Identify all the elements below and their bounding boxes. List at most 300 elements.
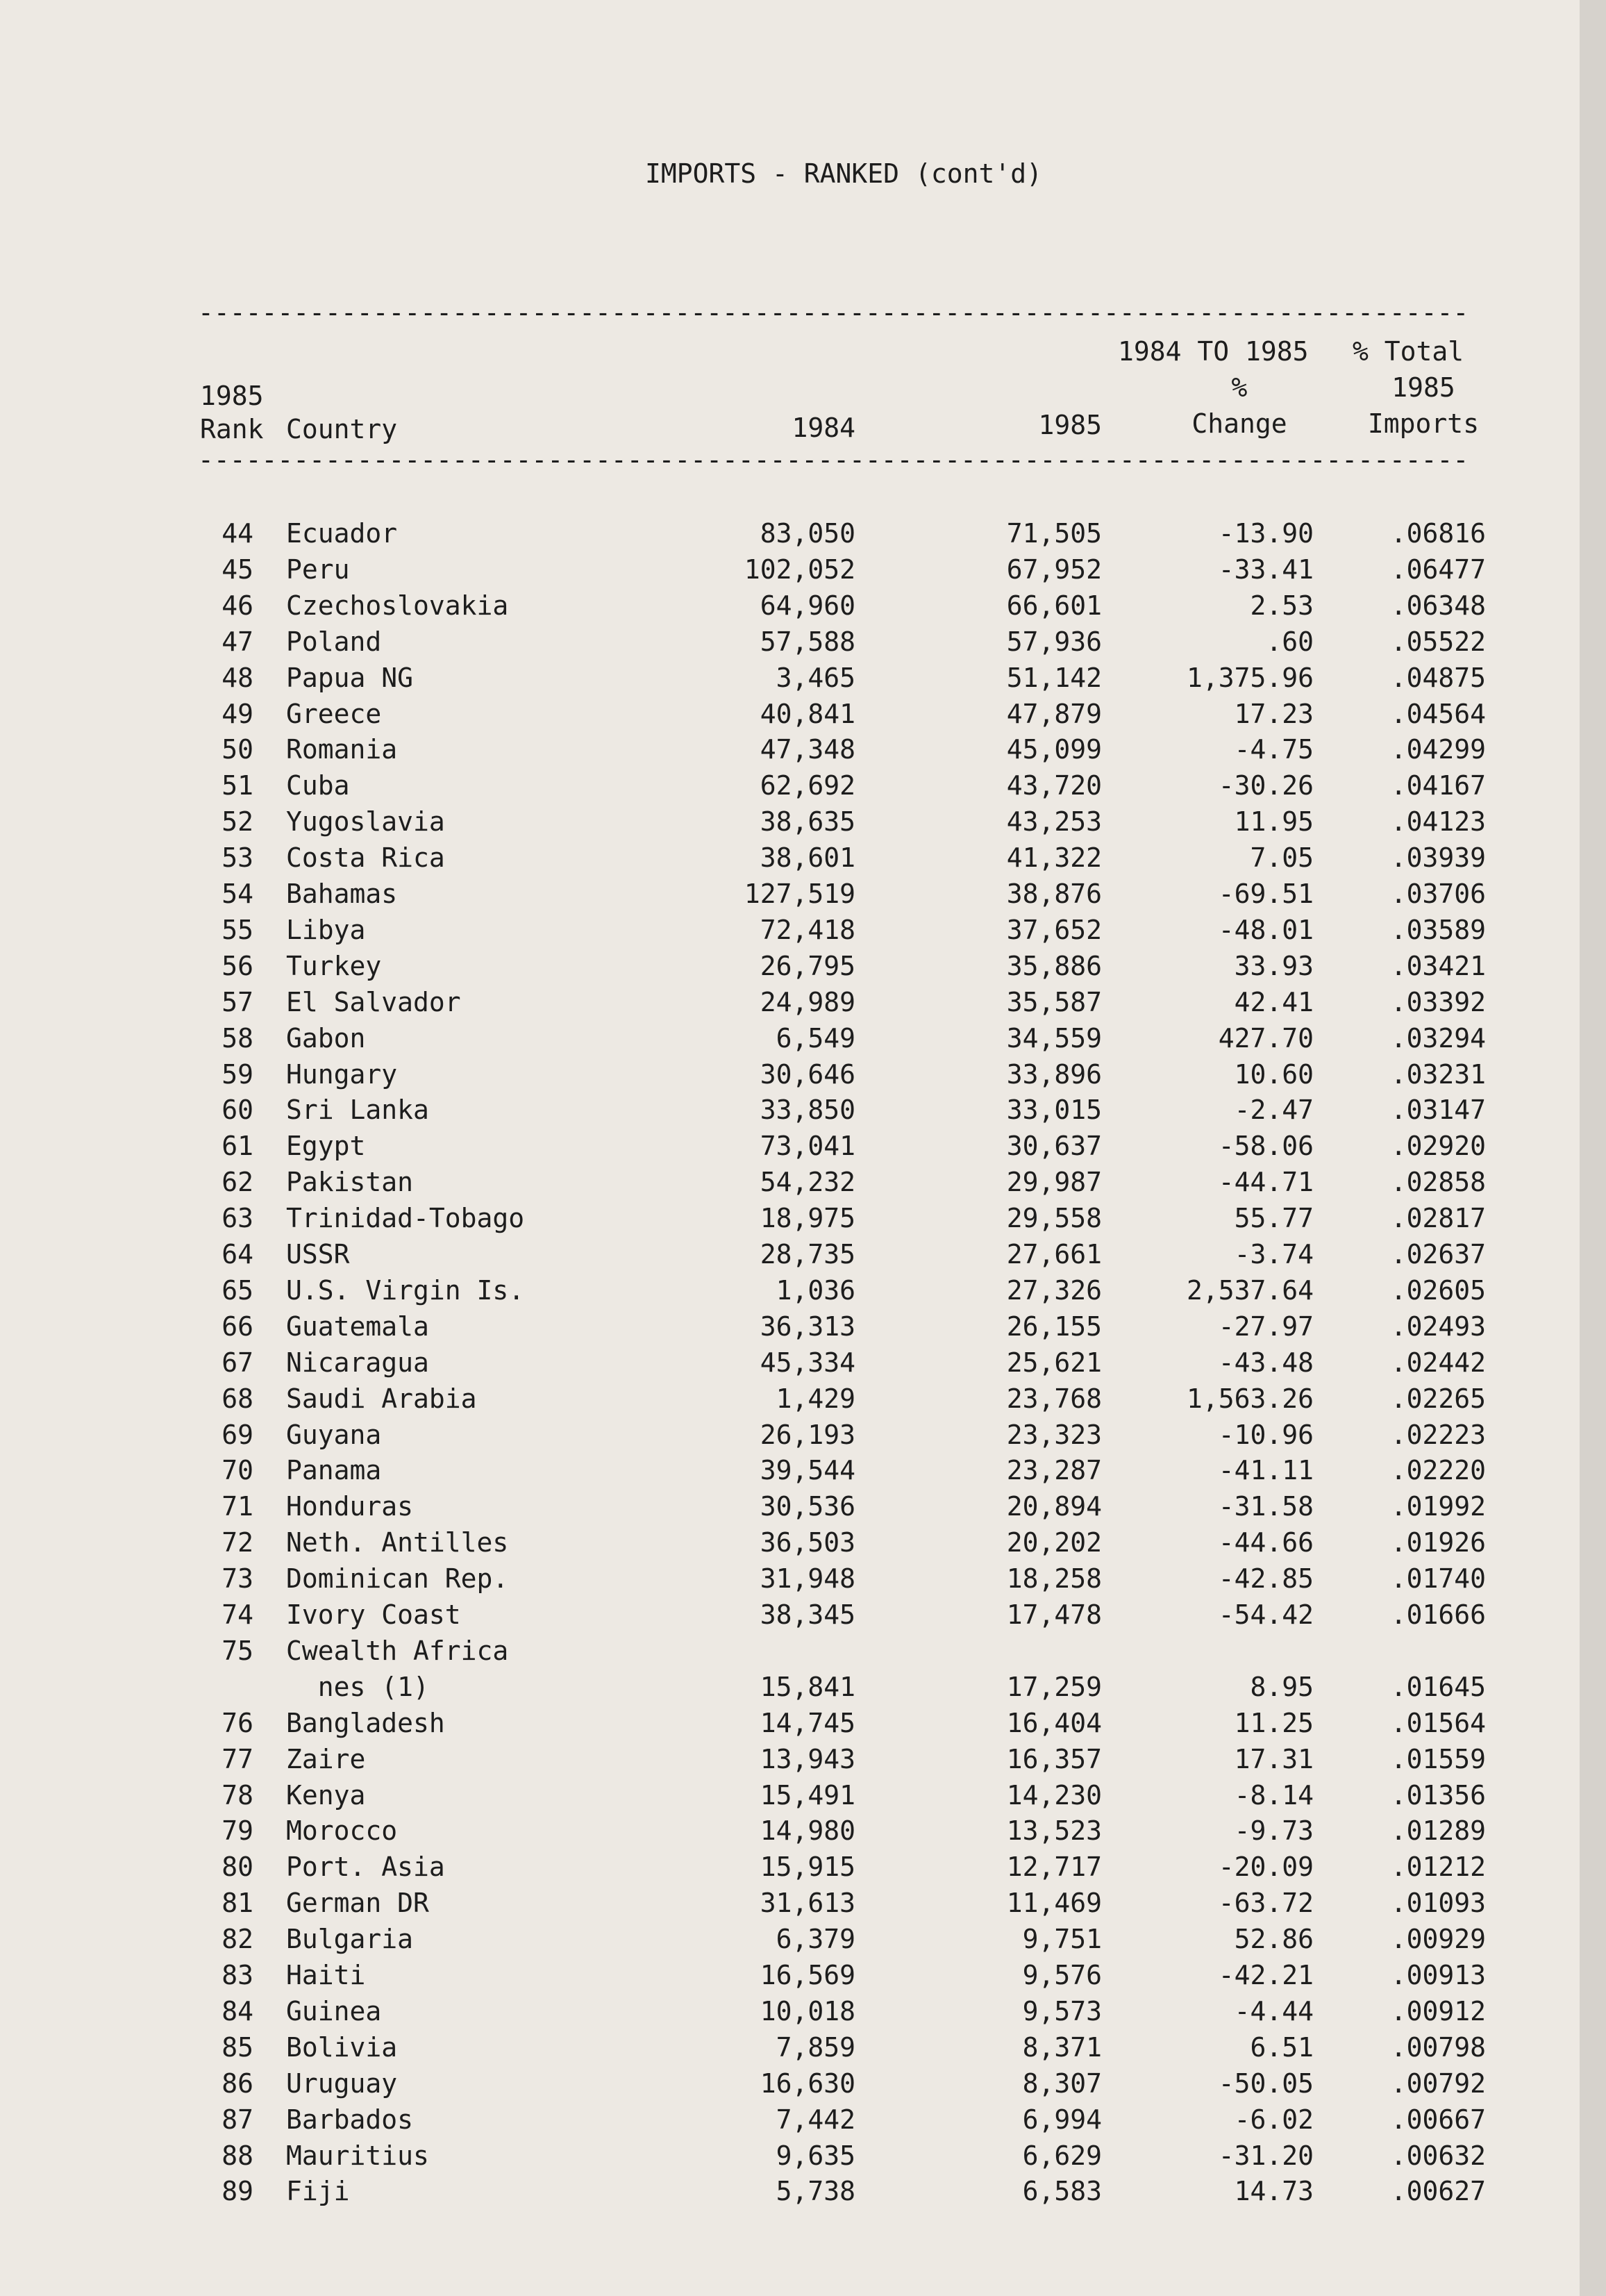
cell-1985: 18,258 xyxy=(1006,1563,1102,1595)
cell-rank: 65 xyxy=(221,1274,253,1306)
cell-change: -31.58 xyxy=(1218,1491,1314,1522)
table-row xyxy=(0,879,1606,915)
cell-total: .02817 xyxy=(1390,1203,1486,1234)
cell-country: Zaire xyxy=(286,1743,366,1774)
cell-total: .01992 xyxy=(1390,1491,1486,1522)
cell-change: 7.05 xyxy=(1250,842,1314,874)
cell-total: .06477 xyxy=(1390,554,1486,585)
cell-country: USSR xyxy=(286,1239,350,1270)
cell-1984: 10,018 xyxy=(760,1995,855,2027)
table-row xyxy=(0,1491,1606,1527)
cell-1985: 71,505 xyxy=(1006,518,1102,549)
table-row xyxy=(0,1455,1606,1491)
cell-1985: 37,652 xyxy=(1006,914,1102,945)
cell-1984: 16,569 xyxy=(760,1960,855,1990)
cell-1984: 3,465 xyxy=(776,662,855,693)
cell-rank: 82 xyxy=(221,1924,253,1955)
cell-change: -31.20 xyxy=(1218,2140,1314,2171)
table-row xyxy=(0,1311,1606,1347)
cell-total: .03706 xyxy=(1390,879,1486,909)
cell-total: .01559 xyxy=(1390,1743,1486,1774)
cell-1984: 127,519 xyxy=(744,879,855,909)
header-pct-sign: % xyxy=(1231,372,1248,403)
cell-country: Haiti xyxy=(286,1960,366,1990)
cell-total: .05522 xyxy=(1390,626,1486,657)
cell-1985: 23,323 xyxy=(1006,1419,1102,1450)
cell-country: Sri Lanka xyxy=(286,1095,429,1126)
cell-country: Nicaragua xyxy=(286,1347,429,1378)
cell-1985: 16,357 xyxy=(1006,1743,1102,1774)
cell-total: .01645 xyxy=(1390,1671,1486,1702)
cell-change: -48.01 xyxy=(1218,914,1314,945)
cell-total: .02858 xyxy=(1390,1167,1486,1198)
cell-1985: 17,259 xyxy=(1006,1671,1102,1702)
cell-rank: 81 xyxy=(221,1888,253,1919)
cell-country: Libya xyxy=(286,914,366,945)
cell-1985: 34,559 xyxy=(1006,1022,1102,1054)
cell-change: 33.93 xyxy=(1234,950,1314,981)
table-row xyxy=(0,915,1606,951)
cell-country: Fiji xyxy=(286,2176,350,2207)
cell-rank: 77 xyxy=(221,1743,253,1774)
cell-country: Guyana xyxy=(286,1419,382,1450)
cell-1985: 67,952 xyxy=(1006,554,1102,585)
cell-1985: 27,661 xyxy=(1006,1239,1102,1270)
cell-rank: 76 xyxy=(221,1707,253,1738)
cell-rank: 78 xyxy=(221,1779,253,1811)
cell-rank: 63 xyxy=(221,1203,253,1234)
table-row xyxy=(0,1347,1606,1383)
table-row xyxy=(0,2140,1606,2177)
cell-1984: 38,345 xyxy=(760,1599,855,1630)
table-row xyxy=(0,734,1606,770)
cell-1984: 33,850 xyxy=(760,1095,855,1126)
table-row xyxy=(0,1023,1606,1059)
cell-change: 17.23 xyxy=(1234,698,1314,729)
cell-change: 42.41 xyxy=(1234,986,1314,1017)
cell-1985: 33,015 xyxy=(1006,1095,1102,1126)
cell-1985: 66,601 xyxy=(1006,590,1102,621)
cell-rank: 46 xyxy=(221,590,253,621)
cell-total: .06816 xyxy=(1390,518,1486,549)
cell-change: -58.06 xyxy=(1218,1131,1314,1162)
table-row xyxy=(0,1924,1606,1960)
cell-total: .02493 xyxy=(1390,1311,1486,1342)
cell-total: .01356 xyxy=(1390,1779,1486,1811)
cell-1984: 54,232 xyxy=(760,1167,855,1198)
cell-1984: 62,692 xyxy=(760,770,855,801)
cell-1985: 25,621 xyxy=(1006,1347,1102,1378)
cell-total: .03392 xyxy=(1390,986,1486,1017)
cell-total: .00792 xyxy=(1390,2068,1486,2099)
cell-1984: 36,503 xyxy=(760,1527,855,1558)
cell-country: Bulgaria xyxy=(286,1924,414,1955)
cell-1984: 73,041 xyxy=(760,1131,855,1162)
table-row xyxy=(0,1744,1606,1780)
cell-total: .04564 xyxy=(1390,698,1486,729)
cell-country: Costa Rica xyxy=(286,842,445,874)
cell-total: .06348 xyxy=(1390,590,1486,621)
cell-1984: 15,491 xyxy=(760,1779,855,1811)
cell-change: -6.02 xyxy=(1234,2104,1314,2135)
cell-total: .02442 xyxy=(1390,1347,1486,1378)
header-total-year: 1985 xyxy=(1391,372,1455,403)
table-row xyxy=(0,1672,1606,1708)
cell-country: Kenya xyxy=(286,1779,366,1811)
cell-1985: 20,894 xyxy=(1006,1491,1102,1522)
cell-country: Egypt xyxy=(286,1131,366,1162)
cell-country: Greece xyxy=(286,698,382,729)
cell-1984: 5,738 xyxy=(776,2176,855,2207)
cell-country: German DR xyxy=(286,1888,429,1919)
table-row xyxy=(0,1888,1606,1924)
cell-rank: 84 xyxy=(221,1995,253,2027)
cell-1984: 36,313 xyxy=(760,1311,855,1342)
header-rule: -------------------------------------------------------------------------------- xyxy=(198,446,1469,474)
cell-country: Peru xyxy=(286,554,350,585)
cell-1985: 8,307 xyxy=(1022,2068,1102,2099)
table-row xyxy=(0,1636,1606,1672)
cell-change: -42.21 xyxy=(1218,1960,1314,1990)
cell-total: .03294 xyxy=(1390,1022,1486,1054)
cell-rank: 83 xyxy=(221,1960,253,1990)
cell-country: Hungary xyxy=(286,1058,398,1090)
cell-change: -2.47 xyxy=(1234,1095,1314,1126)
cell-country: Ivory Coast xyxy=(286,1599,461,1630)
cell-change: -10.96 xyxy=(1218,1419,1314,1450)
cell-change: -13.90 xyxy=(1218,518,1314,549)
cell-change: -20.09 xyxy=(1218,1852,1314,1883)
cell-change: 1,375.96 xyxy=(1186,662,1314,693)
cell-1985: 23,768 xyxy=(1006,1383,1102,1414)
cell-total: .00627 xyxy=(1390,2176,1486,2207)
page-title: IMPORTS - RANKED (cont'd) xyxy=(645,158,1042,189)
cell-country: Neth. Antilles xyxy=(286,1527,509,1558)
cell-country: Gabon xyxy=(286,1022,366,1054)
cell-1985: 6,583 xyxy=(1022,2176,1102,2207)
table-row xyxy=(0,1383,1606,1420)
cell-rank: 80 xyxy=(221,1852,253,1883)
cell-rank: 54 xyxy=(221,879,253,909)
cell-country: Trinidad-Tobago xyxy=(286,1203,525,1234)
cell-country: Guatemala xyxy=(286,1311,429,1342)
cell-1985: 6,994 xyxy=(1022,2104,1102,2135)
cell-rank: 86 xyxy=(221,2068,253,2099)
cell-change: -33.41 xyxy=(1218,554,1314,585)
cell-total: .00912 xyxy=(1390,1995,1486,2027)
table-row xyxy=(0,1131,1606,1167)
cell-change: -42.85 xyxy=(1218,1563,1314,1595)
cell-change: -4.44 xyxy=(1234,1995,1314,2027)
table-row xyxy=(0,1527,1606,1563)
cell-1985: 23,287 xyxy=(1006,1455,1102,1486)
cell-rank: 74 xyxy=(221,1599,253,1630)
cell-country: U.S. Virgin Is. xyxy=(286,1274,525,1306)
header-1985: 1985 xyxy=(1038,410,1102,440)
cell-1985: 43,253 xyxy=(1006,806,1102,838)
cell-1985: 41,322 xyxy=(1006,842,1102,874)
cell-1985: 12,717 xyxy=(1006,1852,1102,1883)
cell-total: .00667 xyxy=(1390,2104,1486,2135)
cell-change: 1,563.26 xyxy=(1186,1383,1314,1414)
cell-rank: 45 xyxy=(221,554,253,585)
cell-1984: 31,948 xyxy=(760,1563,855,1595)
cell-change: -63.72 xyxy=(1218,1888,1314,1919)
table-row xyxy=(0,1059,1606,1095)
cell-1984: 1,036 xyxy=(776,1274,855,1306)
table-row xyxy=(0,590,1606,626)
cell-1984: 7,442 xyxy=(776,2104,855,2135)
cell-country: Bahamas xyxy=(286,879,398,909)
cell-country: Saudi Arabia xyxy=(286,1383,477,1414)
cell-1985: 16,404 xyxy=(1006,1707,1102,1738)
table-row xyxy=(0,1852,1606,1888)
cell-rank: 70 xyxy=(221,1455,253,1486)
header-rank: Rank xyxy=(200,414,264,444)
table-row xyxy=(0,1167,1606,1203)
cell-1985: 26,155 xyxy=(1006,1311,1102,1342)
cell-rank: 47 xyxy=(221,626,253,657)
table-row xyxy=(0,518,1606,554)
cell-change: -4.75 xyxy=(1234,734,1314,765)
cell-rank: 60 xyxy=(221,1095,253,1126)
cell-1984: 15,841 xyxy=(760,1671,855,1702)
cell-total: .02605 xyxy=(1390,1274,1486,1306)
cell-total: .01740 xyxy=(1390,1563,1486,1595)
table-row xyxy=(0,699,1606,735)
cell-1984: 83,050 xyxy=(760,518,855,549)
cell-change: 11.95 xyxy=(1234,806,1314,838)
cell-rank: 62 xyxy=(221,1167,253,1198)
cell-country: Dominican Rep. xyxy=(286,1563,509,1595)
cell-rank: 56 xyxy=(221,950,253,981)
cell-country: Cwealth Africa xyxy=(286,1635,509,1666)
cell-1984: 13,943 xyxy=(760,1743,855,1774)
cell-change: 8.95 xyxy=(1250,1671,1314,1702)
table-row xyxy=(0,1780,1606,1816)
cell-total: .01666 xyxy=(1390,1599,1486,1630)
cell-rank: 64 xyxy=(221,1239,253,1270)
cell-country: nes (1) xyxy=(286,1671,429,1702)
cell-total: .02920 xyxy=(1390,1131,1486,1162)
cell-country: Panama xyxy=(286,1455,382,1486)
header-change: Change xyxy=(1191,408,1287,439)
cell-1984: 14,745 xyxy=(760,1707,855,1738)
cell-change: -44.66 xyxy=(1218,1527,1314,1558)
cell-change: 11.25 xyxy=(1234,1707,1314,1738)
cell-total: .01926 xyxy=(1390,1527,1486,1558)
cell-rank: 68 xyxy=(221,1383,253,1414)
cell-1985: 20,202 xyxy=(1006,1527,1102,1558)
cell-1985: 51,142 xyxy=(1006,662,1102,693)
header-total: % Total xyxy=(1353,336,1464,367)
cell-total: .01093 xyxy=(1390,1888,1486,1919)
cell-total: .03147 xyxy=(1390,1095,1486,1126)
cell-country: Morocco xyxy=(286,1815,398,1847)
cell-country: Romania xyxy=(286,734,398,765)
cell-1984: 7,859 xyxy=(776,2031,855,2063)
cell-1984: 47,348 xyxy=(760,734,855,765)
cell-1984: 26,795 xyxy=(760,950,855,981)
cell-country: Mauritius xyxy=(286,2140,429,2171)
table-row xyxy=(0,2176,1606,2212)
cell-rank: 88 xyxy=(221,2140,253,2171)
top-rule: -------------------------------------------------------------------------------- xyxy=(198,299,1469,326)
cell-change: 52.86 xyxy=(1234,1924,1314,1955)
cell-total: .01289 xyxy=(1390,1815,1486,1847)
cell-rank: 49 xyxy=(221,698,253,729)
table-row xyxy=(0,2068,1606,2104)
cell-change: 17.31 xyxy=(1234,1743,1314,1774)
cell-rank: 89 xyxy=(221,2176,253,2207)
table-row xyxy=(0,1996,1606,2032)
cell-country: Honduras xyxy=(286,1491,414,1522)
cell-total: .00929 xyxy=(1390,1924,1486,1955)
table-row xyxy=(0,1563,1606,1599)
cell-1985: 33,896 xyxy=(1006,1058,1102,1090)
cell-rank: 44 xyxy=(221,518,253,549)
table-row xyxy=(0,1239,1606,1275)
cell-1984: 16,630 xyxy=(760,2068,855,2099)
cell-rank: 66 xyxy=(221,1311,253,1342)
cell-rank: 50 xyxy=(221,734,253,765)
cell-rank: 73 xyxy=(221,1563,253,1595)
cell-total: .02637 xyxy=(1390,1239,1486,1270)
header-rank-year: 1985 xyxy=(200,381,264,411)
cell-1984: 15,915 xyxy=(760,1852,855,1883)
cell-change: -43.48 xyxy=(1218,1347,1314,1378)
cell-change: -9.73 xyxy=(1234,1815,1314,1847)
table-row xyxy=(0,1960,1606,1996)
cell-1985: 9,751 xyxy=(1022,1924,1102,1955)
cell-1984: 64,960 xyxy=(760,590,855,621)
cell-1985: 17,478 xyxy=(1006,1599,1102,1630)
cell-total: .04299 xyxy=(1390,734,1486,765)
cell-rank: 79 xyxy=(221,1815,253,1847)
cell-country: Barbados xyxy=(286,2104,414,2135)
cell-rank: 85 xyxy=(221,2031,253,2063)
cell-rank: 58 xyxy=(221,1022,253,1054)
cell-rank: 69 xyxy=(221,1419,253,1450)
header-country: Country xyxy=(286,414,398,444)
table-row xyxy=(0,951,1606,987)
cell-total: .02220 xyxy=(1390,1455,1486,1486)
cell-country: Guinea xyxy=(286,1995,382,2027)
cell-change: 10.60 xyxy=(1234,1058,1314,1090)
cell-1985: 43,720 xyxy=(1006,770,1102,801)
cell-country: Cuba xyxy=(286,770,350,801)
cell-1985: 13,523 xyxy=(1006,1815,1102,1847)
header-range: 1984 TO 1985 xyxy=(1118,336,1309,367)
cell-1984: 1,429 xyxy=(776,1383,855,1414)
cell-1984: 72,418 xyxy=(760,914,855,945)
cell-1984: 38,601 xyxy=(760,842,855,874)
cell-total: .01212 xyxy=(1390,1852,1486,1883)
cell-total: .01564 xyxy=(1390,1707,1486,1738)
cell-1985: 9,576 xyxy=(1022,1960,1102,1990)
cell-total: .04123 xyxy=(1390,806,1486,838)
cell-1984: 57,588 xyxy=(760,626,855,657)
cell-country: Port. Asia xyxy=(286,1852,445,1883)
cell-1984: 28,735 xyxy=(760,1239,855,1270)
cell-1984: 18,975 xyxy=(760,1203,855,1234)
cell-1985: 6,629 xyxy=(1022,2140,1102,2171)
table-row xyxy=(0,1708,1606,1744)
cell-1984: 30,646 xyxy=(760,1058,855,1090)
cell-change: .60 xyxy=(1266,626,1314,657)
cell-rank: 75 xyxy=(221,1635,253,1666)
cell-1985: 30,637 xyxy=(1006,1131,1102,1162)
cell-1985: 47,879 xyxy=(1006,698,1102,729)
cell-rank: 53 xyxy=(221,842,253,874)
cell-1985: 45,099 xyxy=(1006,734,1102,765)
cell-rank: 71 xyxy=(221,1491,253,1522)
table-row xyxy=(0,770,1606,806)
cell-total: .04167 xyxy=(1390,770,1486,801)
cell-country: Bolivia xyxy=(286,2031,398,2063)
table-row xyxy=(0,987,1606,1023)
table-row xyxy=(0,663,1606,699)
cell-rank: 48 xyxy=(221,662,253,693)
cell-1984: 30,536 xyxy=(760,1491,855,1522)
cell-1985: 35,587 xyxy=(1006,986,1102,1017)
cell-1985: 38,876 xyxy=(1006,879,1102,909)
cell-total: .02223 xyxy=(1390,1419,1486,1450)
cell-rank: 52 xyxy=(221,806,253,838)
cell-1985: 27,326 xyxy=(1006,1274,1102,1306)
table-row xyxy=(0,2104,1606,2140)
header-1984: 1984 xyxy=(792,413,855,443)
cell-1985: 29,558 xyxy=(1006,1203,1102,1234)
cell-country: Ecuador xyxy=(286,518,398,549)
cell-1985: 11,469 xyxy=(1006,1888,1102,1919)
cell-1984: 31,613 xyxy=(760,1888,855,1919)
cell-rank: 72 xyxy=(221,1527,253,1558)
cell-1985: 29,987 xyxy=(1006,1167,1102,1198)
cell-country: Turkey xyxy=(286,950,382,981)
cell-1984: 38,635 xyxy=(760,806,855,838)
cell-country: El Salvador xyxy=(286,986,461,1017)
cell-total: .03589 xyxy=(1390,914,1486,945)
cell-rank: 67 xyxy=(221,1347,253,1378)
cell-total: .03231 xyxy=(1390,1058,1486,1090)
cell-change: -8.14 xyxy=(1234,1779,1314,1811)
cell-1984: 9,635 xyxy=(776,2140,855,2171)
cell-1985: 35,886 xyxy=(1006,950,1102,981)
cell-change: -30.26 xyxy=(1218,770,1314,801)
cell-1984: 6,549 xyxy=(776,1022,855,1054)
table-row xyxy=(0,554,1606,590)
header-imports: Imports xyxy=(1367,408,1480,439)
table-row xyxy=(0,1599,1606,1636)
cell-rank: 59 xyxy=(221,1058,253,1090)
table-row xyxy=(0,1095,1606,1131)
table-row xyxy=(0,1275,1606,1311)
cell-country: Pakistan xyxy=(286,1167,414,1198)
cell-country: Bangladesh xyxy=(286,1707,445,1738)
cell-change: -69.51 xyxy=(1218,879,1314,909)
cell-change: -3.74 xyxy=(1234,1239,1314,1270)
cell-country: Papua NG xyxy=(286,662,414,693)
cell-change: -27.97 xyxy=(1218,1311,1314,1342)
cell-1984: 24,989 xyxy=(760,986,855,1017)
cell-change: 6.51 xyxy=(1250,2031,1314,2063)
cell-1984: 14,980 xyxy=(760,1815,855,1847)
cell-country: Czechoslovakia xyxy=(286,590,509,621)
cell-change: -50.05 xyxy=(1218,2068,1314,2099)
table-row xyxy=(0,1815,1606,1852)
cell-change: 14.73 xyxy=(1234,2176,1314,2207)
